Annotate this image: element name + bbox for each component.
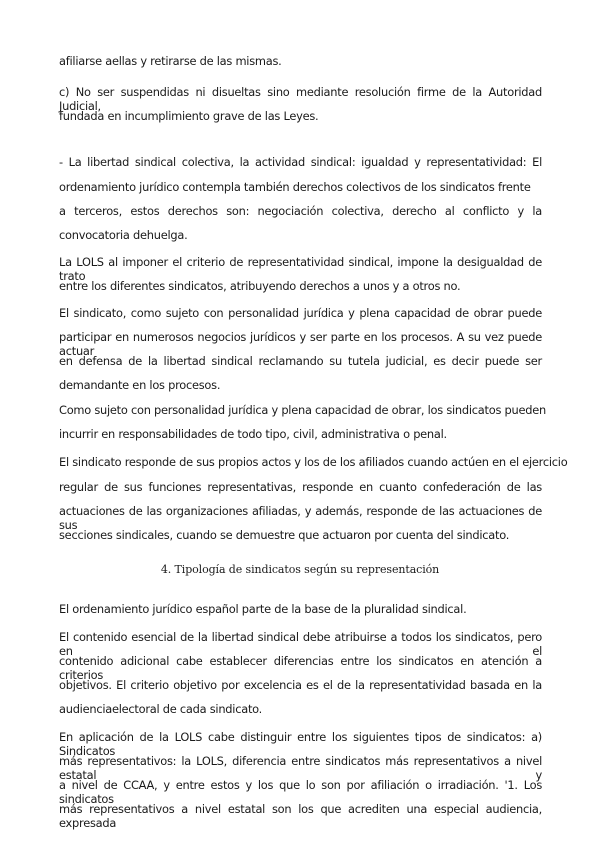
text-line: El ordenamiento jurídico español parte de la base de la pluralidad sindical. [59,602,467,616]
text-line: - La libertad sindical colectiva, la actividad sindical: igualdad y representatividad: El [59,155,542,169]
text-line: afiliarse aellas y retirarse de las mismas. [59,54,282,68]
text-line: objetivos. El criterio objetivo por excelencia es el de la representatividad basada en la [59,678,542,692]
text-line: secciones sindicales, cuando se demuestre que actuaron por cuenta del sindicato. [59,528,510,542]
text-line: incurrir en responsabilidades de todo tipo, civil, administrativa o penal. [59,427,447,441]
text-line: El sindicato, como sujeto con personalidad jurídica y plena capacidad de obrar puede [59,306,542,320]
text-line: actuaciones de las organizaciones afiliadas, y además, responde de las actuaciones de sus [59,504,542,532]
text-line: El contenido esencial de la libertad sindical debe atribuirse a todos los sindicatos, pero en el [59,630,542,658]
text-line: más representativos a nivel estatal son los que acrediten una especial audiencia, expresada [59,802,542,830]
text-line: El sindicato responde de sus propios actos y los de los afiliados cuando actúen en el ejercicio [59,455,568,469]
text-line: contenido adicional cabe establecer diferencias entre los sindicatos en atención a criterios [59,654,542,682]
text-line: c) No ser suspendidas ni disueltas sino mediante resolución firme de la Autoridad Judicial, [59,85,542,113]
text-line: audienciaelectoral de cada sindicato. [59,702,263,716]
text-line: a nivel de CCAA, y entre estos y los que lo son por afiliación o irradiación. '1. Los sindicatos [59,778,542,806]
text-line: regular de sus funciones representativas, responde en cuanto confederación de las [59,480,542,494]
section-heading: 4. Tipología de sindicatos según su representación [160,563,440,576]
text-line: Como sujeto con personalidad jurídica y plena capacidad de obrar, los sindicatos pueden [59,403,546,417]
text-line: fundada en incumplimiento grave de las Leyes. [59,109,319,123]
text-line: demandante en los procesos. [59,378,221,392]
text-line: La LOLS al imponer el criterio de representatividad sindical, impone la desigualdad de trato [59,255,542,283]
text-line: en defensa de la libertad sindical reclamando su tutela judicial, es decir puede ser [59,354,542,368]
text-line: participar en numerosos negocios jurídicos y ser parte en los procesos. A su vez puede actuar [59,330,542,358]
text-line: más representativos: la LOLS, diferencia entre sindicatos más representativos a nivel estatal y [59,754,542,782]
text-line: En aplicación de la LOLS cabe distinguir entre los siguientes tipos de sindicatos: a) Sindicatos [59,730,542,758]
text-line: entre los diferentes sindicatos, atribuyendo derechos a unos y a otros no. [59,279,461,293]
text-line: convocatoria dehuelga. [59,228,188,242]
text-line: a terceros, estos derechos son: negociación colectiva, derecho al conflicto y la [59,204,542,218]
text-line: ordenamiento jurídico contempla también derechos colectivos de los sindicatos frente [59,180,531,194]
